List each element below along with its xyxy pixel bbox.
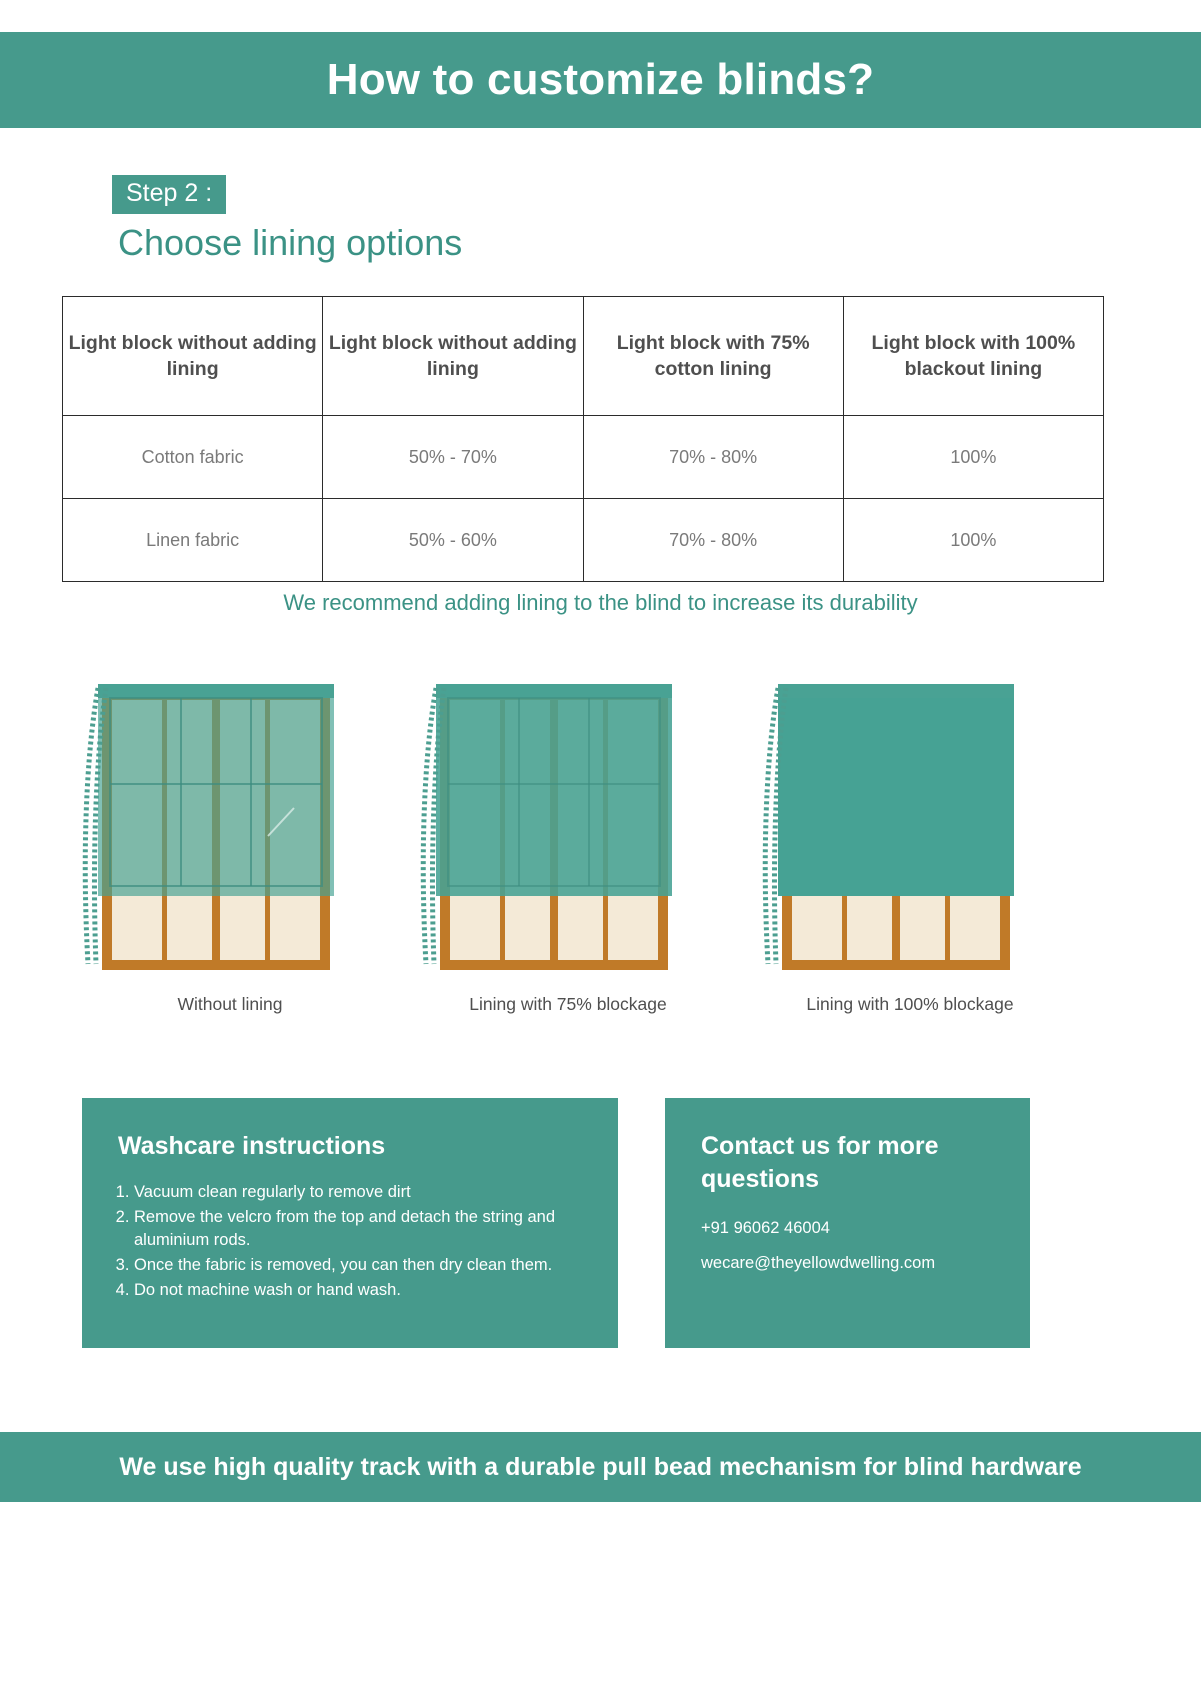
recommendation-text: We recommend adding lining to the blind to increase its durability	[283, 590, 918, 615]
step-title: Choose lining options	[118, 222, 463, 263]
step-tag: Step 2 :	[112, 175, 226, 214]
contact-box	[665, 1098, 1030, 1348]
blind-illustration-without-lining	[80, 676, 380, 1014]
blind-graphic-icon	[760, 676, 1060, 976]
blind-graphic-icon	[80, 676, 380, 976]
table-row	[63, 499, 1104, 582]
lining-options-table	[62, 296, 1104, 582]
table-cell: 70% - 80%	[583, 416, 843, 499]
list-item: 3. Once the fabric is removed, you can then dry clean them.	[134, 1254, 590, 1277]
table-cell: 100%	[843, 499, 1103, 582]
blind-caption: Lining with 75% blockage	[469, 994, 667, 1014]
washcare-title: Washcare instructions	[118, 1132, 386, 1160]
header-band	[0, 32, 1201, 128]
list-item: 1. Vacuum clean regularly to remove dirt	[134, 1181, 590, 1204]
blind-caption: Without lining	[177, 994, 283, 1014]
table-header-cell: Light block with 75% cotton lining	[583, 297, 843, 416]
table-header-cell: Light block without adding lining	[323, 297, 583, 416]
table-header-cell: Light block without adding lining	[63, 297, 323, 416]
table-header-cell: Light block with 100% blackout lining	[843, 297, 1103, 416]
table-cell: Cotton fabric	[63, 416, 323, 499]
contact-phone[interactable]: +91 96062 46004	[701, 1219, 830, 1237]
contact-email[interactable]: wecare@theyellowdwelling.com	[701, 1254, 936, 1272]
lining-options-table-wrap	[62, 296, 1104, 582]
blind-illustrations	[0, 676, 1201, 1036]
table-cell: 100%	[843, 416, 1103, 499]
footer-band	[0, 1432, 1201, 1502]
table-cell: 50% - 60%	[323, 499, 583, 582]
washcare-list	[134, 1181, 590, 1302]
blind-caption: Lining with 100% blockage	[806, 994, 1014, 1014]
table-row	[63, 416, 1104, 499]
blind-illustration-100-blockage	[760, 676, 1060, 1014]
blind-illustration-75-blockage	[418, 676, 718, 1014]
table-header-row	[63, 297, 1104, 416]
washcare-box	[82, 1098, 618, 1348]
page-title: How to customize blinds?	[326, 55, 875, 104]
list-item: 4. Do not machine wash or hand wash.	[134, 1279, 590, 1302]
table-cell: Linen fabric	[63, 499, 323, 582]
list-item: 2. Remove the velcro from the top and detach the string and aluminium rods.	[134, 1206, 590, 1252]
blind-graphic-icon	[418, 676, 718, 976]
table-cell: 50% - 70%	[323, 416, 583, 499]
contact-title: Contact us for more questions	[701, 1132, 939, 1193]
table-cell: 70% - 80%	[583, 499, 843, 582]
footer-text: We use high quality track with a durable pull bead mechanism for blind hardware	[119, 1452, 1082, 1481]
